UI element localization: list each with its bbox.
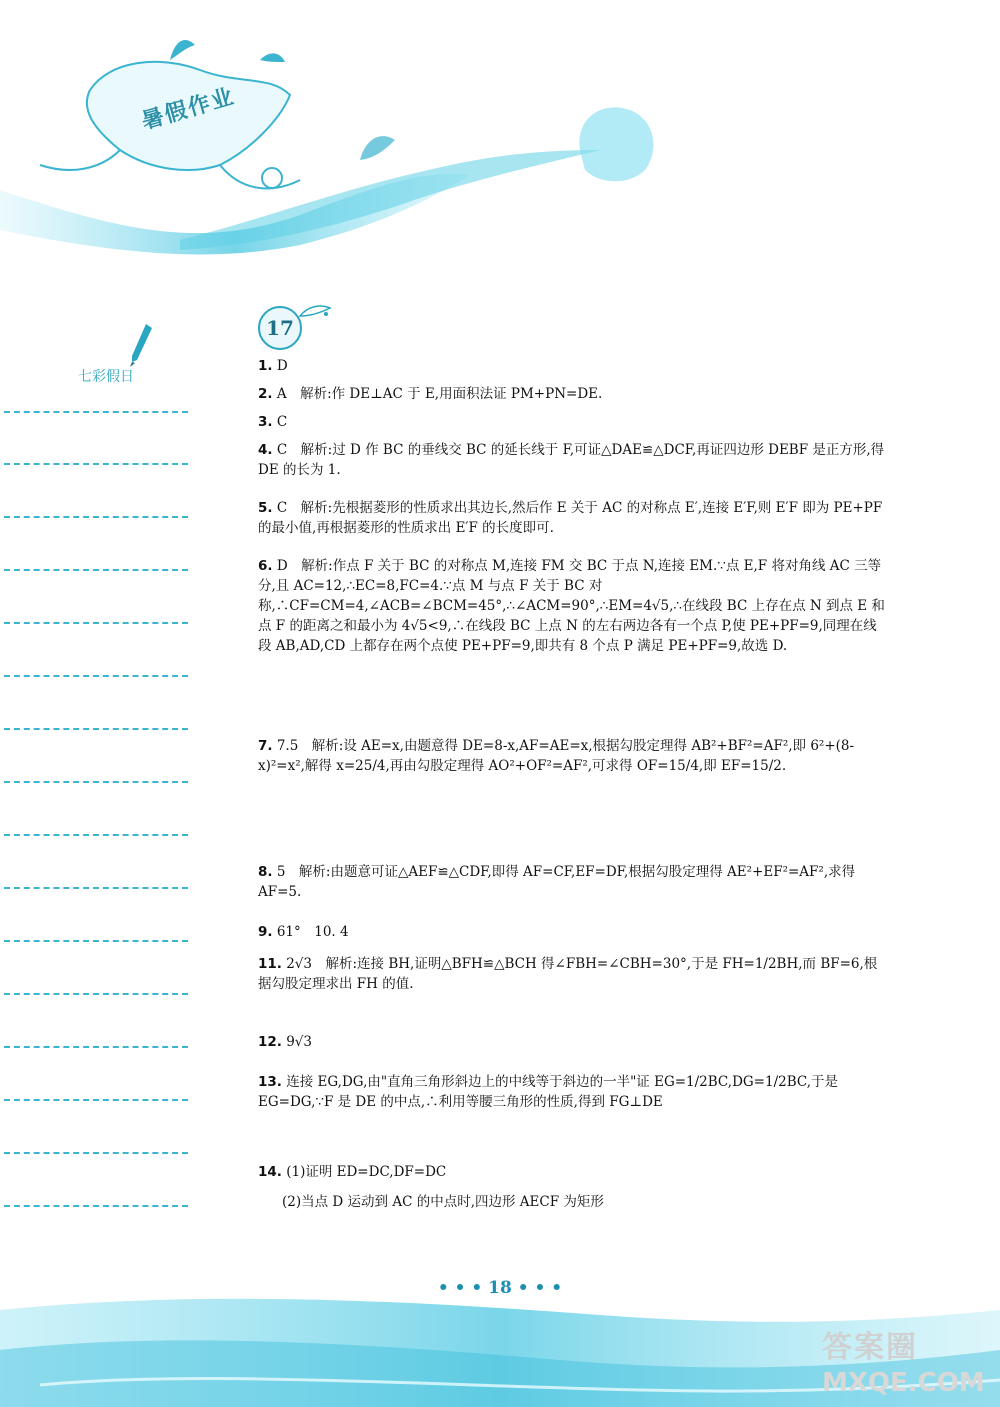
- margin-line: [4, 569, 188, 571]
- answer-text: 连接 EG,DG,由"直角三角形斜边上的中线等于斜边的一半"证 EG=1/2BC,DG=1/2BC,于是 EG=DG,∵F 是 DE 的中点,∴利用等腰三角形的性质,得到 FG⊥DE: [258, 1074, 839, 1110]
- answer-text: 61° 10. 4: [276, 924, 349, 940]
- answer-number: 6.: [258, 558, 273, 574]
- pen-icon: [128, 322, 154, 368]
- margin-line: [4, 516, 188, 518]
- answer-item: [258, 556, 888, 656]
- answer-text: C: [276, 414, 288, 430]
- page-number: • • • 18 • • •: [437, 1278, 563, 1298]
- answer-item: [258, 384, 888, 404]
- answer-number: 12.: [258, 1034, 282, 1050]
- answer-number: 13.: [258, 1074, 282, 1090]
- answer-number: 9.: [258, 924, 273, 940]
- answer-number: 11.: [258, 956, 282, 972]
- answer-item: [258, 356, 888, 376]
- margin-line: [4, 1046, 188, 1048]
- answer-number: 5.: [258, 500, 273, 516]
- answer-item: [258, 498, 888, 538]
- answer-text: A 解析:作 DE⊥AC 于 E,用面积法证 PM+PN=DE.: [276, 386, 603, 402]
- answer-number: 14.: [258, 1164, 282, 1180]
- margin-line: [4, 781, 188, 783]
- margin-line: [4, 887, 188, 889]
- answer-item: [258, 412, 888, 432]
- answer-item: [258, 1032, 888, 1052]
- answer-item: [258, 736, 888, 776]
- brand-label: 七彩假日: [78, 369, 134, 385]
- answer-number: 2.: [258, 386, 273, 402]
- leaf-flourish-icon: [298, 302, 332, 324]
- answer-text: 5 解析:由题意可证△AEF≌△CDF,即得 AF=CF,EF=DF,根据勾股定理得 AE²+EF²=AF²,求得 AF=5.: [258, 864, 856, 900]
- answer-text: (1)证明 ED=DC,DF=DC: [286, 1164, 447, 1180]
- margin-line: [4, 993, 188, 995]
- answer-item: [258, 922, 888, 942]
- answer-number: 3.: [258, 414, 273, 430]
- margin-line: [4, 834, 188, 836]
- watermark-url: MXQE.COM: [822, 1368, 985, 1398]
- margin-line: [4, 728, 188, 730]
- answer-item: [258, 1072, 888, 1112]
- margin-line: [4, 463, 188, 465]
- banner-title: 暑假作业: [138, 84, 239, 135]
- header-floral-decoration: [0, 0, 1000, 270]
- answer-item: [258, 440, 888, 480]
- margin-line: [4, 1205, 188, 1207]
- answer-number: 7.: [258, 738, 273, 754]
- section-number-badge: 17: [258, 306, 302, 350]
- answer-item: [258, 1162, 888, 1182]
- margin-line: [4, 411, 188, 413]
- answer-number: 8.: [258, 864, 273, 880]
- margin-line: [4, 1099, 188, 1101]
- answer-text: D: [276, 358, 288, 374]
- answer-number: 1.: [258, 358, 273, 374]
- answer-text: D 解析:作点 F 关于 BC 的对称点 M,连接 FM 交 BC 于点 N,连接 EM.∵点 E,F 将对角线 AC 三等分,且 AC=12,∴EC=8,FC=4.∵点 M 与点 F 关于 BC 对称,∴CF=CM=4,∠ACB=∠BCM=45°,∴∠ACM=90°,∴EM=4√5,∴在线段 BC 上存在点 N 到点 E 和点 F 的距离之和最小为 4√5<9,∴在线段 BC 上点 N 的左右两边各有一个点 P,使 PE+PF=9,同理在线段 AB,AD,CD 上都存在两个点使 PE+PF=9,即共有 8 个点 P 满足 PE+PF=9,故选 D.: [258, 558, 885, 654]
- margin-line: [4, 622, 188, 624]
- answer-text: (2)当点 D 运动到 AC 的中点时,四边形 AECF 为矩形: [282, 1194, 604, 1210]
- answer-number: 4.: [258, 442, 273, 458]
- margin-line: [4, 940, 188, 942]
- margin-line: [4, 1152, 188, 1154]
- answer-item: [258, 954, 888, 994]
- answer-item: [258, 1192, 888, 1212]
- answer-item: [258, 862, 888, 902]
- watermark-logo: 答案圈: [822, 1330, 918, 1365]
- answer-text: 9√3: [286, 1034, 312, 1050]
- answer-text: C 解析:先根据菱形的性质求出其边长,然后作 E 关于 AC 的对称点 E′,连接 E′F,则 E′F 即为 PE+PF 的最小值,再根据菱形的性质求出 E′F 的长度即可.: [258, 500, 883, 536]
- answer-text: 7.5 解析:设 AE=x,由题意得 DE=8-x,AF=AE=x,根据勾股定理得 AB²+BF²=AF²,即 6²+(8-x)²=x²,解得 x=25/4,再由勾股定理得 AO²+OF²=AF²,可求得 OF=15/4,即 EF=15/2.: [258, 738, 855, 774]
- answer-text: 2√3 解析:连接 BH,证明△BFH≌△BCH 得∠FBH=∠CBH=30°,于是 FH=1/2BH,而 BF=6,根据勾股定理求出 FH 的值.: [258, 956, 878, 992]
- margin-line: [4, 675, 188, 677]
- answer-text: C 解析:过 D 作 BC 的垂线交 BC 的延长线于 F,可证△DAE≌△DCF,再证四边形 DEBF 是正方形,得 DE 的长为 1.: [258, 442, 885, 478]
